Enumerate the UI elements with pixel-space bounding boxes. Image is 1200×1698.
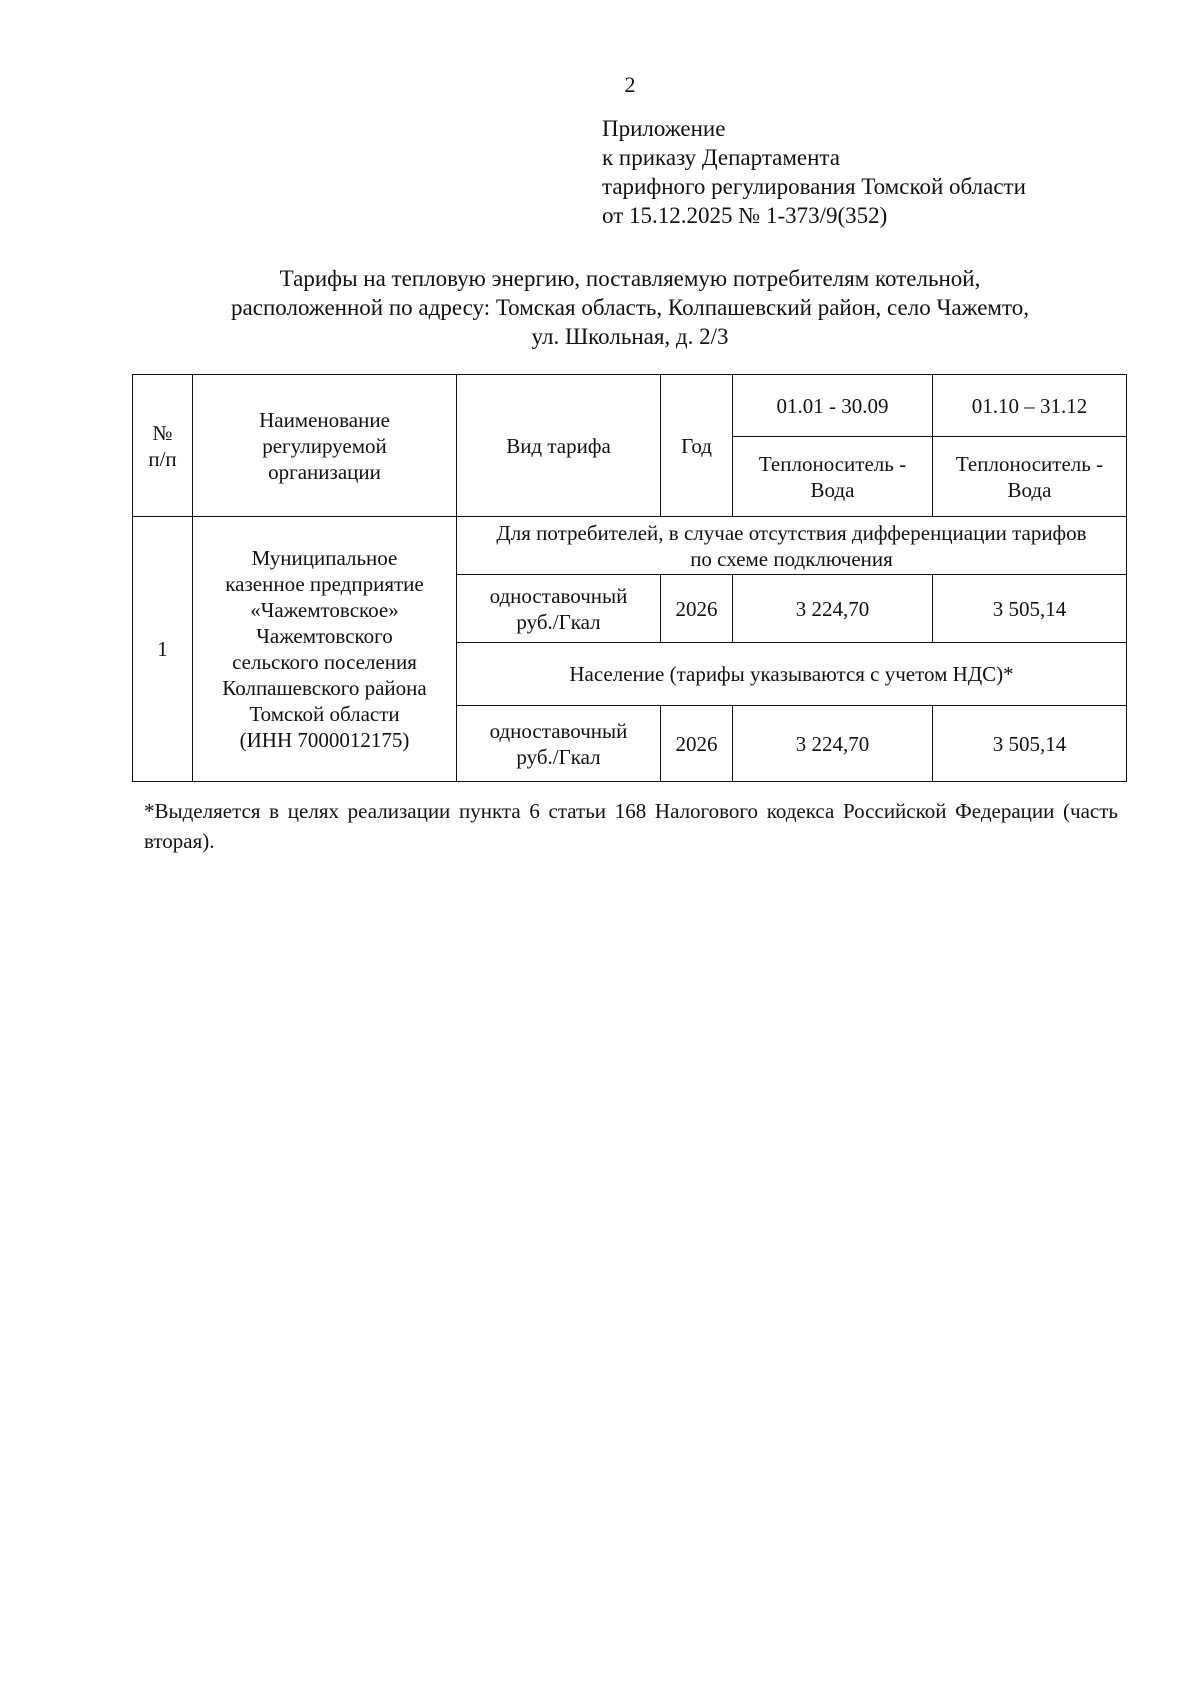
value-period-1: 3 224,70 [733, 575, 933, 643]
header-number-line: № [152, 420, 173, 445]
value-period-1: 3 224,70 [733, 706, 933, 782]
header-period-2: 01.10 – 31.12 [933, 375, 1127, 437]
organization-line: (ИНН 7000012175) [239, 728, 410, 752]
title-line: расположенной по адресу: Томская область, Колпашевский район, село Чажемто, [231, 295, 1029, 320]
organization-line: Колпашевского района [222, 676, 427, 700]
document-title [130, 264, 1130, 351]
tariff-type-line: одноставочный [489, 583, 628, 608]
organization-line: Муниципальное [251, 546, 398, 570]
organization-line: Чажемтовского [256, 624, 393, 648]
header-period-1: 01.01 - 30.09 [733, 375, 933, 437]
group-label-population: Население (тарифы указываются с учетом НДС)* [457, 643, 1127, 706]
header-carrier-2: Теплоноситель - Вода [933, 437, 1127, 517]
appendix-line: от 15.12.2025 № 1-373/9(352) [602, 203, 888, 228]
page-number: 2 [624, 72, 636, 97]
header-tariff-type: Вид тарифа [457, 375, 661, 517]
value-period-2: 3 505,14 [933, 575, 1127, 643]
organization-line: казенное предприятие [225, 572, 424, 596]
organization-line: «Чажемтовское» [250, 598, 399, 622]
year-cell: 2026 [661, 575, 733, 643]
group-label-consumers: Для потребителей, в случае отсутствия дифференциации тарифов по схеме подключения [457, 517, 1127, 575]
tariff-type-line: руб./Гкал [516, 609, 601, 634]
header-number-line: п/п [148, 446, 177, 471]
tariff-type-cell [457, 575, 661, 643]
appendix-line: Приложение [602, 116, 726, 141]
tariff-type-line: одноставочный [489, 718, 628, 743]
appendix-line: тарифного регулирования Томской области [602, 174, 1026, 199]
tariff-type-cell [457, 706, 661, 782]
organization-line: Томской области [249, 702, 400, 726]
header-carrier-1: Теплоноситель - Вода [733, 437, 933, 517]
appendix-line: к приказу Департамента [602, 145, 840, 170]
title-line: Тарифы на тепловую энергию, поставляемую потребителям котельной, [279, 266, 981, 291]
header-organization: Наименование регулируемой организации [193, 375, 457, 517]
footnote: *Выделяется в целях реализации пункта 6 статьи 168 Налогового кодекса Российской Федерации (часть вторая). [144, 799, 1118, 853]
value-period-2: 3 505,14 [933, 706, 1127, 782]
header-year: Год [661, 375, 733, 517]
header-number [133, 375, 193, 517]
tariff-type-line: руб./Гкал [516, 744, 601, 769]
organization-name [193, 517, 457, 782]
title-line: ул. Школьная, д. 2/3 [531, 324, 729, 349]
appendix-block [602, 114, 1162, 230]
organization-line: сельского поселения [232, 650, 417, 674]
row-number: 1 [133, 517, 193, 782]
year-cell: 2026 [661, 706, 733, 782]
tariff-table [132, 374, 1127, 782]
